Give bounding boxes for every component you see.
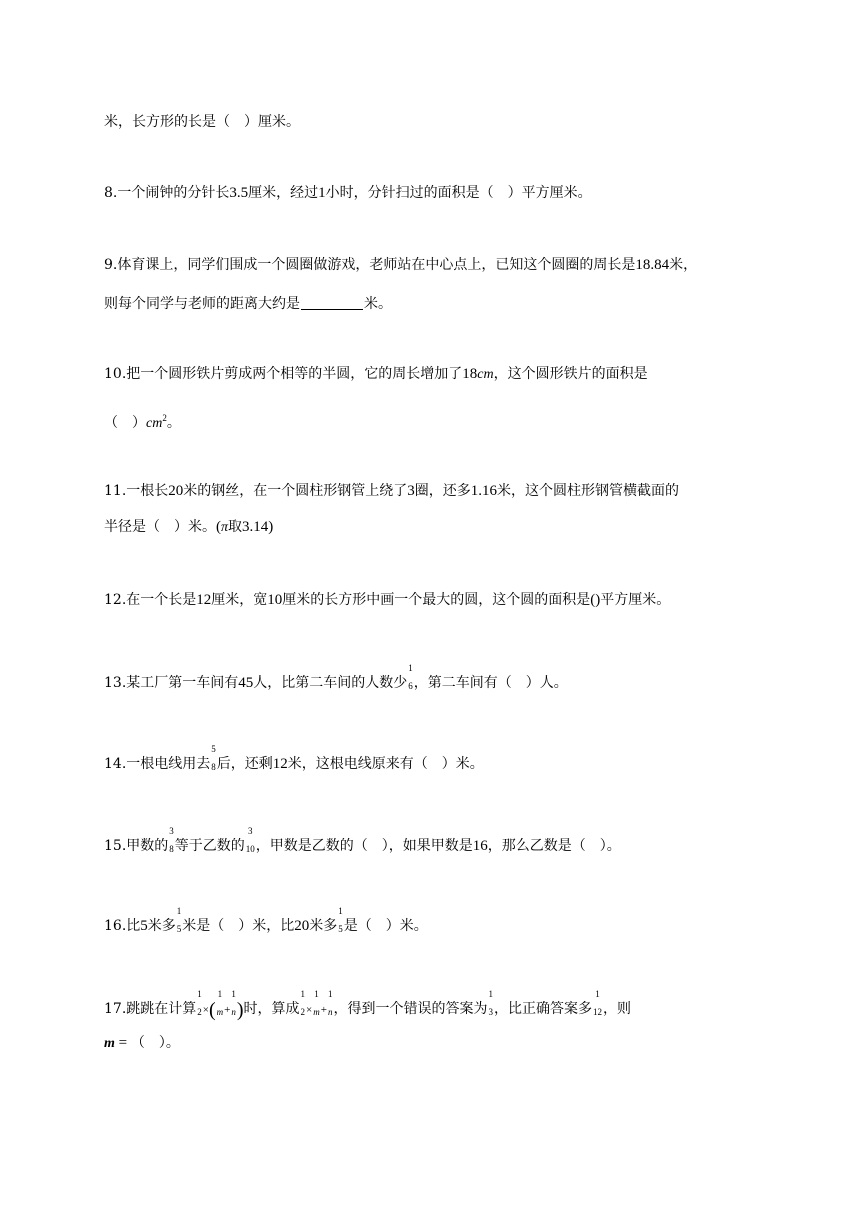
text: （ ）。: [130, 1035, 180, 1051]
numerator: 1: [300, 989, 306, 999]
text: 米，长方形的长是（ ）厘米。: [104, 114, 300, 130]
text: ，那么乙数是（ ）。: [487, 838, 621, 854]
fraction: [338, 906, 343, 936]
text: 米多: [147, 918, 176, 934]
text: 取: [228, 519, 243, 535]
text: ，则: [602, 1001, 631, 1017]
fraction: [408, 663, 413, 693]
number: 18: [462, 366, 478, 382]
question-9-line-1: [104, 255, 697, 275]
text: ，比正确答案多: [493, 1001, 592, 1017]
unit: cm: [146, 416, 163, 431]
fraction: [327, 989, 333, 1019]
text: 12.在一个长是: [104, 592, 197, 608]
plus-sign: +: [320, 1004, 327, 1016]
text: 。: [166, 415, 181, 431]
left-paren: (: [208, 999, 216, 1021]
number: 3.14: [242, 519, 269, 535]
paren: (: [216, 519, 221, 535]
fraction: [300, 989, 306, 1019]
answer-paren: (): [590, 592, 601, 608]
variable-m: m: [104, 1036, 115, 1051]
denominator: 3: [488, 1007, 493, 1017]
number: 5: [140, 918, 148, 934]
numerator: 1: [176, 906, 182, 916]
text: 16.比: [104, 918, 141, 934]
text: 时，算成: [243, 1001, 300, 1017]
text: 米。: [364, 296, 392, 312]
paren: ): [268, 519, 274, 535]
text: 半径是（ ）米。: [104, 519, 216, 535]
denominator: n: [231, 1007, 236, 1017]
question-17-line-2: [104, 1033, 180, 1054]
number: 12: [196, 592, 212, 608]
text: ，得到一个错误的答案为: [333, 1001, 488, 1017]
text: （ ）: [104, 415, 146, 431]
denominator: 10: [245, 844, 255, 854]
text: 11.一根长: [104, 483, 169, 499]
denominator: 8: [169, 844, 174, 854]
text: 则每个同学与老师的距离大约是: [104, 296, 300, 312]
numerator: 1: [231, 989, 236, 999]
text: ，这个圆形铁片的面积是: [493, 366, 648, 382]
question-12: [104, 590, 670, 610]
times-sign: ×: [306, 1004, 313, 1016]
pi-symbol: π: [221, 520, 229, 535]
numerator: 1: [488, 989, 493, 999]
denominator: 5: [176, 924, 182, 934]
number: 20: [294, 918, 310, 934]
denominator: 2: [197, 1007, 202, 1017]
fraction: [592, 989, 602, 1019]
denominator: m: [216, 1007, 224, 1017]
fraction: [197, 989, 202, 1019]
answer-blank: [301, 295, 363, 310]
equals-sign: =: [114, 1035, 131, 1051]
denominator: n: [327, 1007, 333, 1017]
text: ，甲数是乙数的（ ），如果甲数是: [255, 838, 473, 854]
number: 20: [168, 483, 184, 499]
question-10-line-2: [104, 408, 181, 434]
question-10-line-1: [104, 364, 648, 385]
fraction: [231, 989, 236, 1019]
fraction: [245, 826, 255, 856]
numerator: 1: [327, 989, 333, 999]
text: 10.把一个圆形铁片剪成两个相等的半圆，它的周长增加了: [104, 366, 463, 382]
number: 10: [267, 592, 283, 608]
text: 米，: [669, 257, 698, 273]
plus-sign: +: [224, 1004, 231, 1016]
line-7-continued: [104, 112, 300, 132]
denominator: 6: [408, 681, 413, 691]
number: 45: [238, 675, 254, 691]
numerator: 3: [169, 826, 174, 836]
number: 1: [318, 185, 326, 201]
text: 米，这个圆柱形钢管横截面的: [497, 483, 680, 499]
exponent: 2: [162, 413, 167, 423]
numerator: 1: [197, 989, 202, 999]
question-8: [104, 183, 592, 203]
number: 18.84: [635, 257, 670, 273]
numerator: 5: [211, 744, 216, 754]
text: 17.跳跳在计算: [104, 1001, 197, 1017]
text: 平方厘米。: [600, 592, 671, 608]
text: 等于乙数的: [174, 838, 245, 854]
fraction: [211, 744, 216, 774]
question-15: [104, 826, 621, 856]
text: 15.甲数的: [104, 838, 169, 854]
number: 3: [407, 483, 415, 499]
text: 米是（ ）米，比: [182, 918, 295, 934]
fraction: [216, 989, 224, 1019]
numerator: 1: [595, 989, 600, 999]
question-11-line-2: [104, 517, 273, 538]
fraction: [176, 906, 182, 936]
number: 12: [272, 756, 288, 772]
question-17-line-1: [104, 989, 631, 1021]
right-paren: ): [236, 999, 244, 1021]
text: 米多: [309, 918, 338, 934]
numerator: 1: [408, 663, 413, 673]
question-9-line-2: [104, 294, 392, 314]
number: 1.16: [470, 483, 498, 499]
question-13: [104, 663, 568, 693]
number: 3.5: [229, 185, 249, 201]
fraction: [169, 826, 174, 856]
text: 小时，分针扫过的面积是（ ）平方厘米。: [325, 185, 592, 201]
text: 13.某工厂第一车间有: [104, 675, 239, 691]
denominator: 5: [338, 924, 343, 934]
times-sign: ×: [202, 1004, 209, 1016]
text: 圈，还多: [414, 483, 471, 499]
text: 厘米，宽: [211, 592, 268, 608]
text: 9.体育课上，同学们围成一个圆圈做游戏，老师站在中心点上，已知这个圆圈的周长是: [104, 257, 636, 273]
denominator: 2: [300, 1007, 306, 1017]
fraction: [488, 989, 493, 1019]
numerator: 1: [314, 989, 319, 999]
denominator: 12: [592, 1007, 602, 1017]
question-14: [104, 744, 484, 774]
numerator: 1: [338, 906, 343, 916]
text: 人，比第二车间的人数少: [253, 675, 408, 691]
numerator: 3: [248, 826, 253, 836]
numerator: 1: [217, 989, 223, 999]
text: ，第二车间有（ ）人。: [413, 675, 568, 691]
text: 14.一根电线用去: [104, 756, 211, 772]
text: 8.一个闹钟的分针长: [104, 185, 230, 201]
text: 后，还剩: [216, 756, 273, 772]
text: 米的钢丝，在一个圆柱形钢管上绕了: [183, 483, 408, 499]
denominator: 8: [211, 762, 216, 772]
text: 米，这根电线原来有（ ）米。: [287, 756, 484, 772]
text: 厘米的长方形中画一个最大的圆，这个圆的面积是: [282, 592, 591, 608]
text: 厘米，经过: [248, 185, 319, 201]
text: 是（ ）米。: [343, 918, 428, 934]
unit: cm: [477, 367, 494, 382]
question-16: [104, 906, 428, 936]
denominator: m: [313, 1007, 320, 1017]
fraction: [313, 989, 320, 1019]
question-11-line-1: [104, 481, 679, 501]
number: 16: [472, 838, 488, 854]
